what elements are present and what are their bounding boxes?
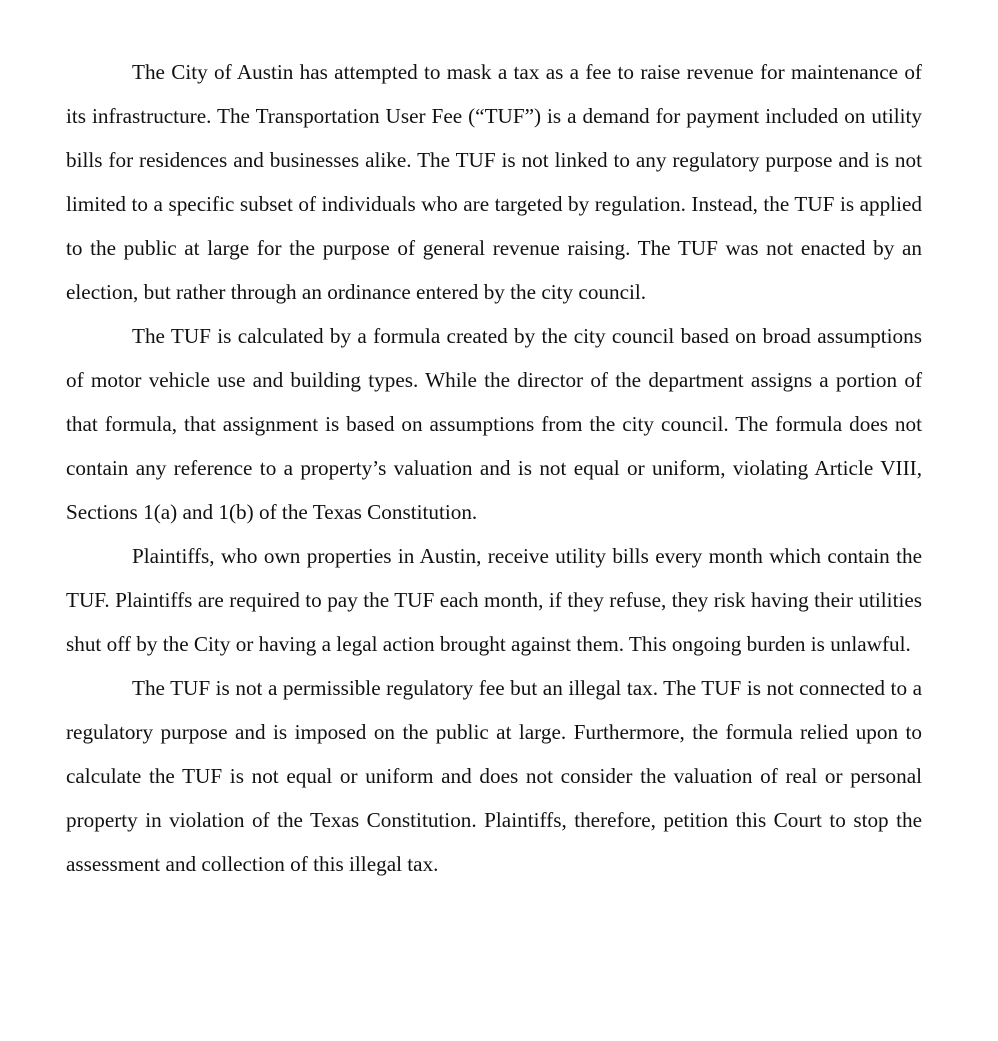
paragraph-illegal-tax: The TUF is not a permissible regulatory fee but an illegal tax. The TUF is not connected to a regulatory purpose and is imposed on the public at large. Furthermore, the formula relied upon to calculate the TUF is not equal or uniform and does not consider the valuation of real or personal property in violation of the Texas Constitution. Plaintiffs, therefore, petition this Court to stop the assessment and collection of this illegal tax. xyxy=(66,676,922,876)
paragraph-formula: The TUF is calculated by a formula created by the city council based on broad assumptions of motor vehicle use and building types. While the director of the department assigns a portion of that formula, that assignment is based on assumptions from the city council. The formula does not contain any reference to a property’s valuation and is not equal or uniform, violating Article VIII, Sections 1(a) and 1(b) of the Texas Constitution. xyxy=(66,324,922,524)
document-body xyxy=(66,50,922,886)
paragraph-intro: The City of Austin has attempted to mask a tax as a fee to raise revenue for maintenance of its infrastructure. The Transportation User Fee (“TUF”) is a demand for payment included on utility bills for residences and businesses alike. The TUF is not linked to any regulatory purpose and is not limited to a specific subset of individuals who are targeted by regulation. Instead, the TUF is applied to the public at large for the purpose of general revenue raising. The TUF was not enacted by an election, but rather through an ordinance entered by the city council. xyxy=(66,60,922,304)
paragraph-plaintiffs: Plaintiffs, who own properties in Austin, receive utility bills every month which contain the TUF. Plaintiffs are required to pay the TUF each month, if they refuse, they risk having their utilities shut off by the City or having a legal action brought against them. This ongoing burden is unlawful. xyxy=(66,544,922,656)
